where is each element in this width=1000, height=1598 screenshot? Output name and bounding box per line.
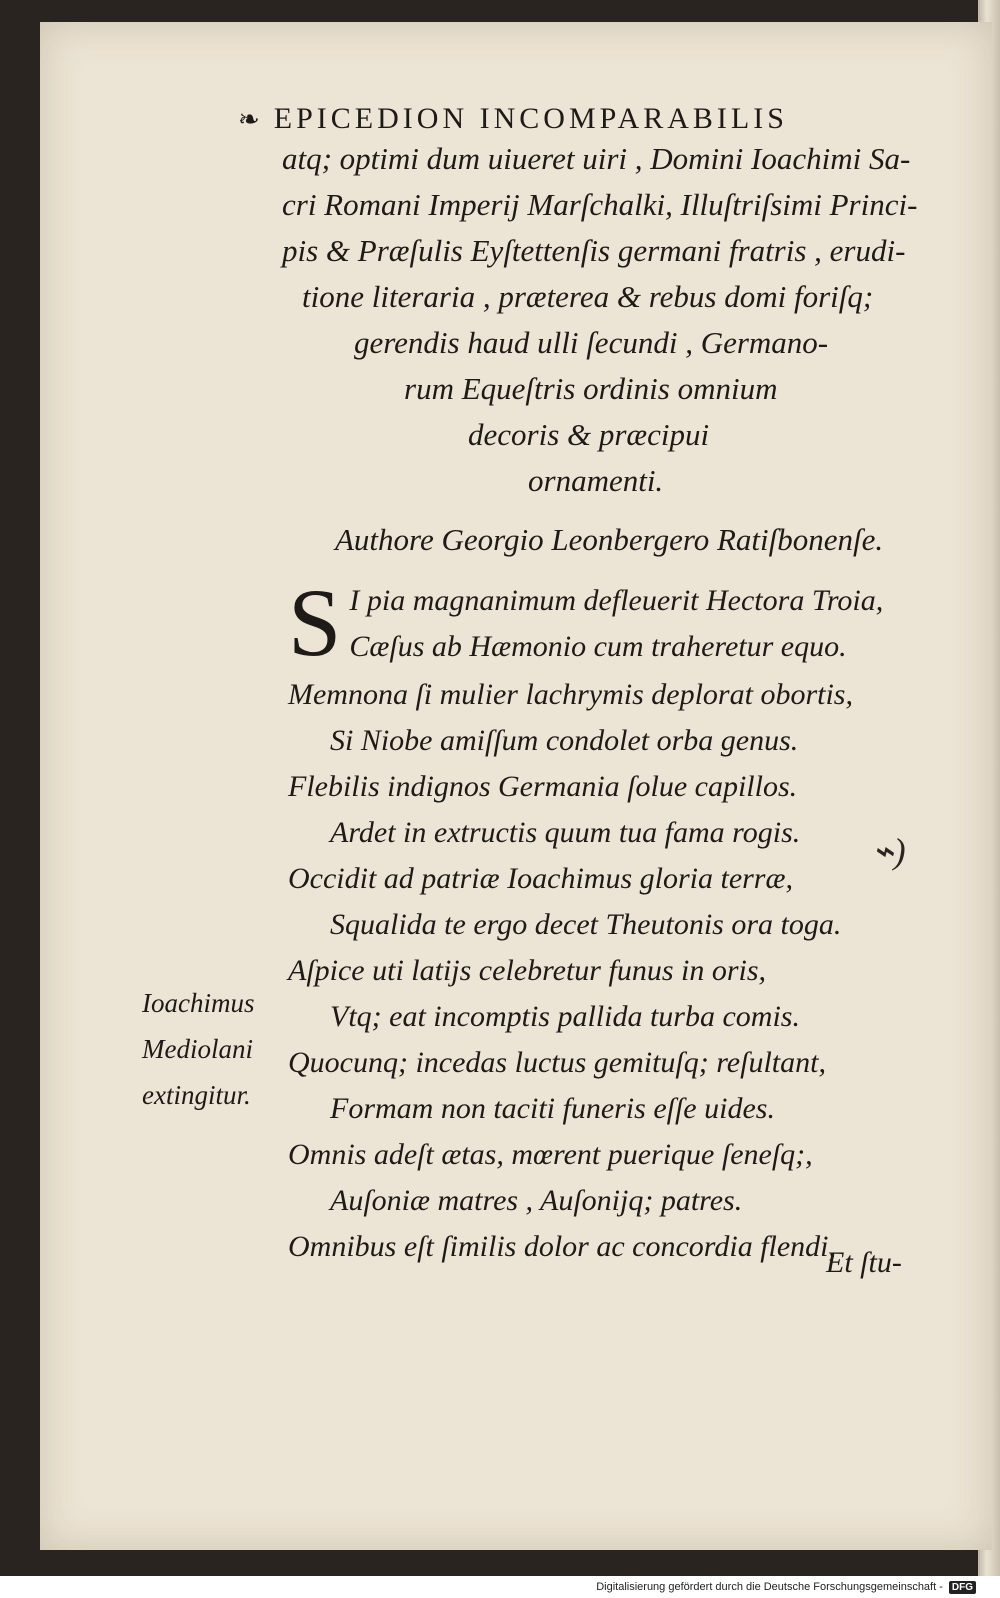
- title-block: [238, 102, 928, 504]
- margin-note-line: Mediolani: [142, 1034, 253, 1064]
- verse-line: Memnona ſi mulier lachrymis deplorat obortis,: [288, 678, 853, 711]
- title-line: pis & Præſulis Eyſtettenſis germani fratris , erudi-: [282, 233, 906, 268]
- title-line: gerendis haud ulli ſecundi , Germano-: [354, 325, 829, 360]
- title-line: cri Romani Imperij Marſchalki, Illuſtriſsimi Princi-: [282, 187, 918, 222]
- title-caps: EPICEDION INCOMPARABILIS: [273, 102, 788, 135]
- poem-opening: [288, 578, 948, 672]
- title-line: rum Equeſtris ordinis omnium: [404, 371, 778, 406]
- verse-line: Occidit ad patriæ Ioachimus gloria terræ,: [288, 862, 793, 895]
- catchword: Et ſtu-: [826, 1246, 902, 1279]
- handwritten-mark-icon: ⌁): [872, 831, 906, 871]
- fleuron-icon: ❧: [238, 105, 260, 134]
- margin-note: [142, 980, 254, 1118]
- title-line: tione literaria , præterea & rebus domi foriſq;: [302, 279, 874, 314]
- margin-note-line: extingitur.: [142, 1080, 251, 1110]
- verse-line: I pia magnanimum defleuerit Hectora Troia,: [349, 584, 884, 617]
- verse-line: Flebilis indignos Germania ſolue capillos.: [288, 770, 798, 803]
- verse-line: Omnibus eſt ſimilis dolor ac concordia flendi,: [288, 1230, 837, 1263]
- verse-line: Si Niobe amiſſum condolet orba genus.: [330, 724, 799, 757]
- author-line: Authore Georgio Leonbergero Ratiſbonenſe.: [335, 522, 884, 557]
- verse-line: Formam non taciti funeris eſſe uides.: [330, 1092, 775, 1125]
- verse-line: Vtq; eat incomptis pallida turba comis.: [330, 1000, 800, 1033]
- title-line: ornamenti.: [528, 463, 664, 498]
- verse-line: Omnis adeſt ætas, mœrent puerique ſeneſq;,: [288, 1138, 813, 1171]
- title-line: atq; optimi dum uiueret uiri , Domini Ioachimi Sa-: [282, 141, 911, 176]
- title-heading: [238, 102, 928, 136]
- verse-line: Cæſus ab Hæmonio cum traheretur equo.: [349, 630, 847, 663]
- poem: [288, 578, 948, 1270]
- verse-line: Quocunq; incedas luctus gemituſq; reſultant,: [288, 1046, 826, 1079]
- verse-line: Auſoniæ matres , Auſonijq; patres.: [330, 1184, 743, 1217]
- dfg-logo: DFG: [949, 1581, 976, 1594]
- footer-bar: [0, 1576, 1000, 1598]
- margin-note-line: Ioachimus: [142, 988, 255, 1018]
- verse-line: Squalida te ergo decet Theutonis ora toga.: [330, 908, 842, 941]
- verse-line: Ardet in extructis quum tua fama rogis.: [330, 816, 801, 849]
- verse-line: Aſpice uti latijs celebretur funus in oris,: [288, 954, 767, 987]
- drop-cap: S: [288, 578, 342, 672]
- footer-credit: Digitalisierung gefördert durch die Deutsche Forschungsgemeinschaft -: [596, 1581, 943, 1593]
- title-line: decoris & præcipui: [468, 417, 710, 452]
